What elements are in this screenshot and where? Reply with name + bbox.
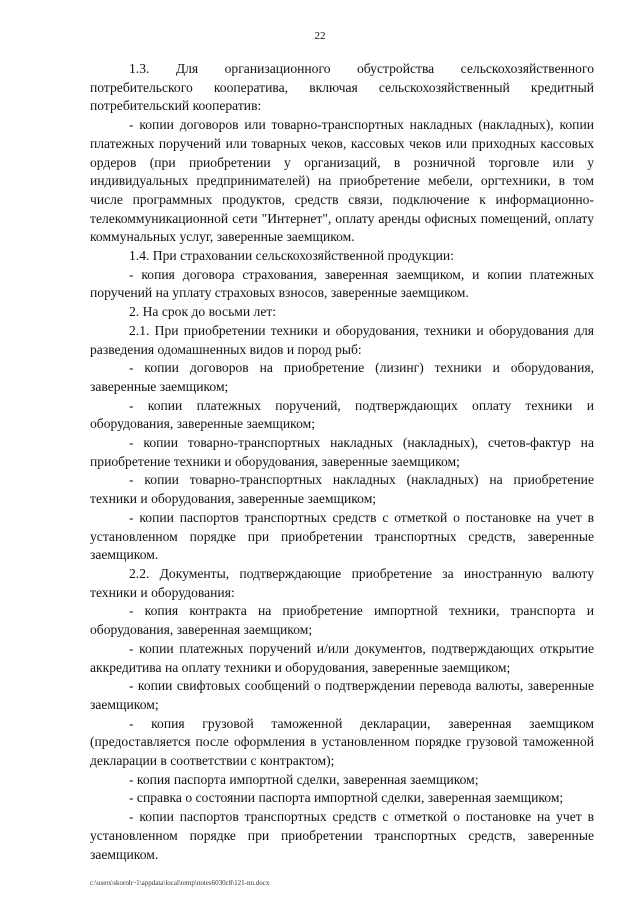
paragraph: - копии паспортов транспортных средств с отметкой о постановке на учет в установленном порядке при приобретении транспортных средств, заверенные заемщиком. — [90, 509, 594, 563]
paragraph: - копии свифтовых сообщений о подтверждении перевода валюты, заверенные заемщиком; — [90, 678, 594, 712]
paragraph: - копии договоров на приобретение (лизинг) техники и оборудования, заверенные заемщиком; — [90, 360, 594, 394]
paragraph: 1.4. При страховании сельскохозяйственной продукции: — [129, 248, 454, 264]
footer-file-path: c:\users\skoroh~1\appdata\local\temp\notes6030c8\121-nn.docx — [90, 879, 270, 887]
paragraph: - копии товарно-транспортных накладных (накладных), счетов-фактур на приобретение техники и оборудования, заверенные заемщиком; — [90, 435, 594, 469]
paragraph: - копии платежных поручений и/или документов, подтверждающих открытие аккредитива на оплату техники и оборудования, заверенные заемщиком; — [90, 640, 594, 675]
paragraph: - копия грузовой таможенной декларации, заверенная заемщиком (предоставляется после оформления в установленном порядке грузовой таможенной декларации в соответствии с контрактом); — [90, 715, 594, 769]
paragraph: - копии паспортов транспортных средств с отметкой о постановке на учет в установленном порядке при приобретении транспортных средств, заверенные заемщиком. — [90, 809, 594, 862]
paragraph: - копии договоров или товарно-транспортных накладных (накладных), копии платежных поручений или товарных чеков, кассовых чеков или приходных кассовых ордеров (при приобретении у организаций, в розничной торговле или у индивидуальных предпринимателей) на приобретение мебели, оргтехники, в том числе программных продуктов, средств связи, подключение к информационно-телекоммуникационной сети "Интернет", оплату аренды офисных помещений, оплату коммунальных услуг, заверенные заемщиком. — [90, 117, 594, 245]
paragraph: - копии товарно-транспортных накладных (накладных) на приобретение техники и оборудования, заверенные заемщиком; — [90, 472, 594, 507]
document-body — [90, 60, 594, 864]
paragraph: - копия договора страхования, заверенная заемщиком, и копии платежных поручений на уплату страховых взносов, заверенные заемщиком. — [90, 266, 594, 301]
paragraph: 2.2. Документы, подтверждающие приобретение за иностранную валюту техники и оборудования: — [90, 565, 594, 600]
paragraph: 2.1. При приобретении техники и оборудования, техники и оборудования для разведения одомашненных видов и пород рыб: — [90, 322, 594, 357]
paragraph: 1.3. Для организационного обустройства сельскохозяйственного потребительского кооператива, включая сельскохозяйственный кредитный потребительский кооператив: — [90, 61, 594, 114]
page-number: 22 — [314, 30, 326, 42]
paragraph: - копия паспорта импортной сделки, заверенная заемщиком; — [129, 771, 479, 787]
paragraph: - копия контракта на приобретение импортной техники, транспорта и оборудования, заверенная заемщиком; — [90, 603, 594, 638]
paragraph: - копии платежных поручений, подтверждающих оплату техники и оборудования, заверенные заемщиком; — [90, 397, 594, 432]
paragraph: 2. На срок до восьми лет: — [129, 304, 277, 320]
paragraph: - справка о состоянии паспорта импортной сделки, заверенная заемщиком; — [129, 790, 564, 806]
